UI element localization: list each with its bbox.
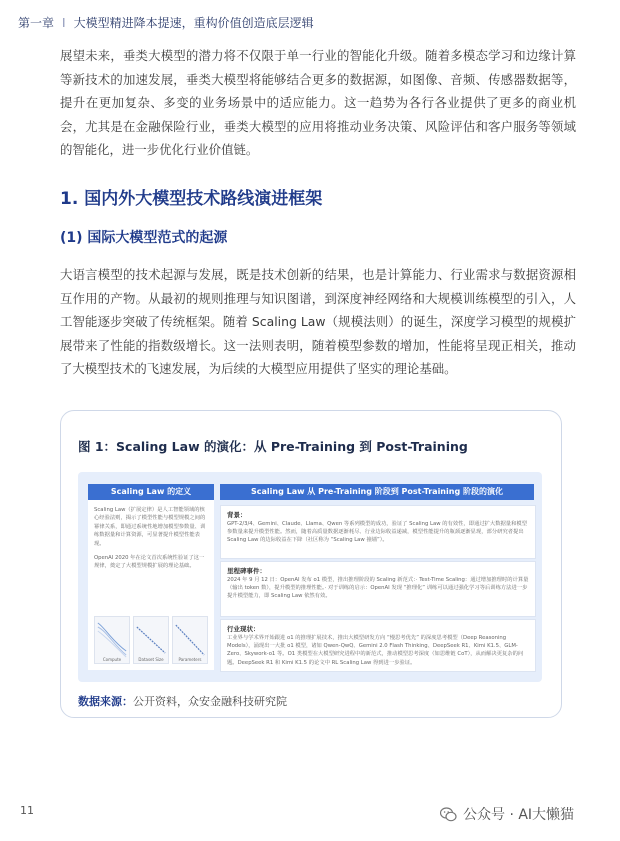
definition-panel xyxy=(88,484,214,670)
definition-header: Scaling Law 的定义 xyxy=(88,484,214,500)
milestone-text: 2024 年 9 月 12 日：OpenAI 发布 o1 模型，推出推理阶段的 Scaling 新范式：· Test-Time Scaling：通过增加推理时的计算量（输出 token 数），提升模型的推理性能。· 对于训练的启示：OpenAI 发现 “推理化” 训练可以通过强化学习等后训练方法进一步提升模型能力，即 Scaling Law 依然有效。 xyxy=(227,577,529,600)
industry-title: 行业现状： xyxy=(227,625,260,633)
mini-chart-parameters-label: Parameters xyxy=(178,657,202,662)
definition-note: OpenAI 2020 年在论文首次系统性验证了这一规律，奠定了大模型规模扩展的理论基础。 xyxy=(94,555,205,570)
mini-chart-dataset xyxy=(133,616,169,664)
mini-chart-dataset-label: Dataset Size xyxy=(138,657,164,662)
subsection-heading: (1) 国际大模型范式的起源 xyxy=(60,230,228,246)
industry-text: 工业界与学术界开始跟进 o1 的推理扩展技术，推出大模型研发方向 “慢思考优先” 的深度思考模型（Deep Reasoning Models），涌现出一大批 o1 模型，诸如 Qwen-QwQ、Gemini 2.0 Flash Thinking、DeepSeek R1、Kimi K1.5、GLM-Zero、Skywork-o1 等。O1 类模型在大模型研究进程中的新范式，推动模型思考深度（如思维链 CoT），从而解决更复杂的问题。DeepSeek R1 和 Kimi K1.5 的论文中 RL Scaling Law 得到进一步验证。 xyxy=(227,635,524,666)
mini-chart-parameters xyxy=(172,616,208,664)
background-text: GPT-2/3/4、Gemini、Claude、Llama、Qwen 等系列模型的成功，验证了 Scaling Law 的有效性，即通过扩大数据量和模型参数量来提升模型性能。然而，随着高质量数据逐渐耗尽、行业边际收益递减，模型性能提升的瓶颈逐渐显现，部分研究者提出 Scaling Law 的边际收益在下降（社区称为 “Scaling Law 撞墙”）。 xyxy=(227,521,527,544)
figure-source xyxy=(78,693,287,709)
background-box xyxy=(220,505,536,559)
source-text: 公开资料，众安金融科技研究院 xyxy=(133,695,287,708)
running-header xyxy=(18,14,314,31)
figure-title: 图 1：Scaling Law 的演化：从 Pre-Training 到 Post-Training xyxy=(78,439,468,454)
watermark xyxy=(440,804,574,824)
mini-chart-compute xyxy=(94,616,130,664)
background-title: 背景： xyxy=(227,511,247,519)
intro-paragraph: 展望未来，垂类大模型的潜力将不仅限于单一行业的智能化升级。随着多模态学习和边缘计算等新技术的加速发展，垂类大模型将能够结合更多的数据源，如图像、音频、传感器数据等，提升在更加复杂、多变的业务场景中的适应能力。这一趋势为各行各业提供了更多的商业机会，尤其是在金融保险行业，垂类大模型的应用将推动业务决策、风险评估和客户服务等领域的智能化，进一步优化行业价值链。 xyxy=(60,48,576,157)
wechat-icon xyxy=(440,807,457,822)
chapter-label: 第一章 xyxy=(18,16,55,30)
evolution-panel xyxy=(220,484,534,670)
page-number: 11 xyxy=(20,804,34,817)
figure-image xyxy=(78,472,542,682)
mini-chart-compute-label: Compute xyxy=(102,657,122,662)
source-label: 数据来源： xyxy=(78,695,133,708)
scaling-mini-charts xyxy=(94,616,208,664)
chapter-title: 大模型精进降本提速，重构价值创造底层逻辑 xyxy=(73,16,314,30)
section-heading: 1. 国内外大模型技术路线演进框架 xyxy=(60,189,323,209)
body-paragraph: 大语言模型的技术起源与发展，既是技术创新的结果，也是计算能力、行业需求与数据资源相互作用的产物。从最初的规则推理与知识图谱，到深度神经网络和大规模训练模型的引入，人工智能逐步突破了传统框架。随着 Scaling Law（规模法则）的诞生，深度学习模型的规模扩展带来了性能的指数级增长。这一法则表明，随着模型参数的增加，性能将呈现正相关，推动了大模型技术的飞速发展，为后续的大模型应用提供了坚实的理论基础。 xyxy=(60,267,576,376)
industry-box xyxy=(220,619,536,672)
watermark-text: 公众号 · AI大懒猫 xyxy=(463,807,575,823)
definition-text: Scaling Law（扩展定律）是人工智能领域的核心经验法则，揭示了模型性能与模型规模之间的幂律关系，即通过系统性地增加模型参数量、训练数据量和计算资源，可显著提升模型性能表现。 xyxy=(94,507,206,547)
evolution-header: Scaling Law 从 Pre-Training 阶段到 Post-Training 阶段的演化 xyxy=(220,484,534,500)
header-separator: I xyxy=(62,15,66,30)
figure-card xyxy=(60,410,562,718)
milestone-title: 里程碑事件： xyxy=(227,567,266,575)
milestone-box xyxy=(220,561,536,617)
